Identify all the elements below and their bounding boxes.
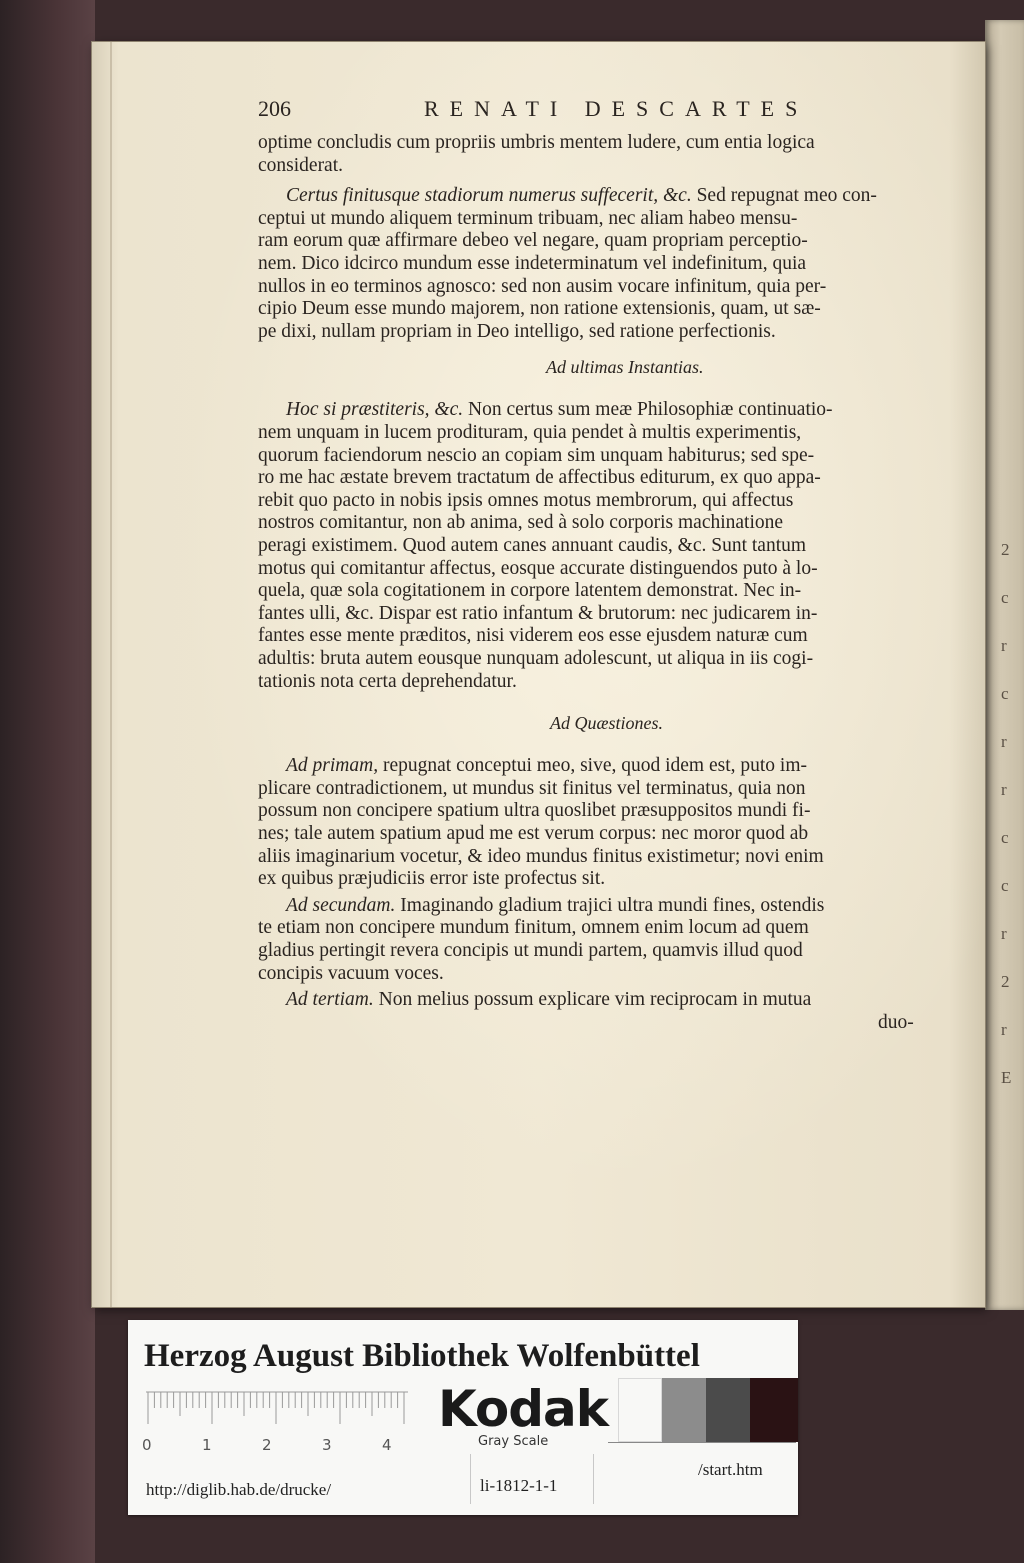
line-text: motus qui comitantur affectus, eosque accurate distinguendos puto à lo- bbox=[258, 557, 818, 579]
text-line: considerat. bbox=[258, 154, 344, 176]
ruler-scale bbox=[146, 1390, 416, 1426]
line-text: te etiam non concipere mundum finitum, omnem enim locum ad quem bbox=[258, 917, 809, 939]
card-divider bbox=[470, 1454, 471, 1504]
line-text: possum non concipere spatium ultra quoslibet præsuppositos mundi fi- bbox=[258, 800, 811, 822]
ruler-number: 4 bbox=[382, 1436, 392, 1454]
line-text: nem. Dico idcirco mundum esse indeterminatum vel indefinitum, quia bbox=[258, 253, 807, 274]
text-line bbox=[258, 512, 783, 534]
section-heading: Ad Quæstiones. bbox=[550, 713, 664, 734]
running-head bbox=[258, 96, 958, 126]
text-line bbox=[258, 940, 803, 962]
adjacent-page-letter: r bbox=[1001, 924, 1007, 943]
gray-scale-label: Gray Scale bbox=[478, 1434, 549, 1449]
text-line bbox=[258, 558, 818, 580]
adjacent-page-edge bbox=[985, 20, 1024, 1310]
italic-lemma: Certus finitusque stadiorum numerus suffecerit, &c. bbox=[286, 185, 692, 207]
line-text: ram eorum quæ affirmare debeo vel negare, quam propriam perceptio- bbox=[258, 230, 808, 252]
text-line bbox=[258, 648, 813, 670]
text-line bbox=[286, 989, 811, 1011]
scan-backdrop bbox=[0, 0, 95, 1563]
italic-lemma: Hoc si præstiteris, &c. bbox=[286, 399, 464, 421]
ruler-number: 2 bbox=[262, 1436, 272, 1454]
text-line bbox=[258, 422, 801, 444]
line-text: gladius pertingit revera concipis ut mundi partem, quamvis illud quod bbox=[258, 940, 803, 961]
adjacent-page-letter: c bbox=[1001, 684, 1009, 703]
italic-lemma: Ad primam, bbox=[286, 755, 379, 777]
line-text: fantes esse mente præditos, nisi viderem eos esse ejusdem naturæ cum bbox=[258, 625, 808, 647]
ruler-number: 0 bbox=[142, 1436, 152, 1454]
text-line bbox=[286, 895, 824, 917]
text-line bbox=[286, 185, 877, 207]
gray-swatch bbox=[750, 1378, 798, 1442]
kodak-logo: Kodak bbox=[438, 1380, 608, 1438]
text-line bbox=[258, 580, 801, 602]
line-text: Non melius possum explicare vim reciprocam in mutua bbox=[373, 989, 812, 1011]
text-line bbox=[258, 535, 806, 557]
adjacent-page-letter: c bbox=[1001, 828, 1009, 847]
gray-swatch bbox=[706, 1378, 750, 1442]
line-text: plicare contradictionem, ut mundus sit finitus vel terminatus, quia non bbox=[258, 777, 806, 799]
ruler-number: 1 bbox=[202, 1436, 212, 1454]
line-text: quorum faciendorum nescio an copiam sim unquam habiturus; sed spe- bbox=[258, 444, 815, 466]
text-line bbox=[258, 298, 821, 320]
line-text: nes; tale autem spatium apud me est verum corpus: nec moror quod ab bbox=[258, 823, 809, 844]
text-line bbox=[258, 671, 517, 693]
text-line bbox=[258, 276, 826, 298]
gray-scale-swatches bbox=[618, 1378, 798, 1442]
line-text: pe dixi, nullam propriam in Deo intelligo, sed ratione perfectionis. bbox=[258, 320, 776, 342]
line-text: rebit quo pacto in nobis ipsis omnes motus membrorum, qui affectus bbox=[258, 489, 794, 511]
text-line bbox=[258, 467, 821, 489]
shelfmark: li-1812-1-1 bbox=[480, 1476, 558, 1495]
line-text: ceptui ut mundo aliquem terminum tribuam, nec aliam habeo mensu- bbox=[258, 207, 798, 229]
line-text: nem unquam in lucem prodituram, quia pendet à multis experimentis, bbox=[258, 422, 802, 443]
adjacent-page-letter: 2 bbox=[1001, 972, 1010, 991]
gray-swatch bbox=[618, 1378, 662, 1442]
text-line bbox=[258, 778, 806, 800]
adjacent-page-letter: c bbox=[1001, 876, 1009, 895]
text-line bbox=[258, 253, 806, 275]
text-line bbox=[286, 755, 807, 777]
line-text: nullos in eo terminos agnosco: sed non ausim vocare infinitum, quia per- bbox=[258, 275, 827, 297]
line-text: Sed repugnat meo con- bbox=[691, 185, 877, 207]
adjacent-page-letter: r bbox=[1001, 636, 1007, 655]
adjacent-page-letter: c bbox=[1001, 588, 1009, 607]
line-text: aliis imaginarium vocetur, & ideo mundus finitus existimetur; novi enim bbox=[258, 845, 824, 867]
text-line bbox=[258, 321, 776, 343]
line-text: ex quibus præjudiciis error iste profectus sit. bbox=[258, 868, 606, 890]
gray-scale-rule bbox=[608, 1442, 796, 1443]
gray-swatch bbox=[662, 1378, 706, 1442]
text-line: optime concludis cum propriis umbris mentem ludere, cum entia logica bbox=[258, 132, 815, 153]
text-line bbox=[258, 823, 808, 845]
section-heading: Ad ultimas Instantias. bbox=[546, 357, 704, 378]
adjacent-page-letter: r bbox=[1001, 1020, 1007, 1039]
running-head-title: RENATI DESCARTES bbox=[424, 96, 809, 121]
card-divider bbox=[593, 1454, 594, 1504]
line-text: fantes ulli, &c. Dispar est ratio infantum & brutorum: nec judicarem in- bbox=[258, 602, 818, 624]
url-suffix: /start.htm bbox=[698, 1460, 763, 1479]
adjacent-page-letter: E bbox=[1001, 1068, 1012, 1087]
line-text: concipis vacuum voces. bbox=[258, 962, 444, 984]
text-line bbox=[258, 846, 824, 868]
library-target-card bbox=[128, 1320, 798, 1515]
text-line bbox=[258, 230, 808, 252]
line-text: Non certus sum meæ Philosophiæ continuatio- bbox=[463, 399, 833, 421]
line-text: quela, quæ sola cogitationem in corpore latentem demonstrat. Nec in- bbox=[258, 580, 802, 602]
ruler-numbers bbox=[142, 1436, 412, 1456]
text-line bbox=[258, 963, 444, 985]
line-text: repugnat conceptui meo, sive, quod idem est, puto im- bbox=[378, 755, 807, 777]
text-line bbox=[258, 208, 797, 230]
line-text: peragi existimem. Quod autem canes annuant caudis, &c. Sunt tantum bbox=[258, 535, 807, 556]
adjacent-page-letters bbox=[985, 20, 1024, 1310]
line-text: nostros comitantur, non ab anima, sed à solo corporis machinatione bbox=[258, 512, 784, 534]
line-text: tationis nota certa deprehendatur. bbox=[258, 670, 517, 692]
text-line bbox=[258, 603, 817, 625]
text-line bbox=[286, 399, 833, 421]
url-base: http://diglib.hab.de/drucke/ bbox=[146, 1480, 332, 1499]
adjacent-page-letter: r bbox=[1001, 732, 1007, 751]
text-line bbox=[258, 445, 814, 467]
library-name: Herzog August Bibliothek Wolfenbüttel bbox=[144, 1338, 700, 1374]
italic-lemma: Ad tertiam. bbox=[286, 989, 374, 1011]
line-text: cipio Deum esse mundo majorem, non ratione extensionis, quam, ut sæ- bbox=[258, 298, 821, 320]
ruler-number: 3 bbox=[322, 1436, 332, 1454]
page-number: 206 bbox=[258, 96, 291, 121]
text-line bbox=[258, 625, 808, 647]
line-text: Imaginando gladium trajici ultra mundi fines, ostendis bbox=[395, 894, 825, 916]
adjacent-page-letter: r bbox=[1001, 780, 1007, 799]
line-text: adultis: bruta autem eousque nunquam adolescunt, ut aliqua in iis cogi- bbox=[258, 648, 814, 669]
page-gutter bbox=[110, 42, 112, 1307]
text-line bbox=[258, 917, 809, 939]
text-line bbox=[258, 800, 810, 822]
adjacent-page-letter: 2 bbox=[1001, 540, 1010, 559]
line-text: ro me hac æstate brevem tractatum de affectibus editurum, ex quo appa- bbox=[258, 467, 821, 489]
italic-lemma: Ad secundam. bbox=[286, 894, 396, 916]
text-line bbox=[258, 868, 605, 890]
text-line bbox=[258, 490, 793, 512]
catchword: duo- bbox=[878, 1011, 914, 1033]
